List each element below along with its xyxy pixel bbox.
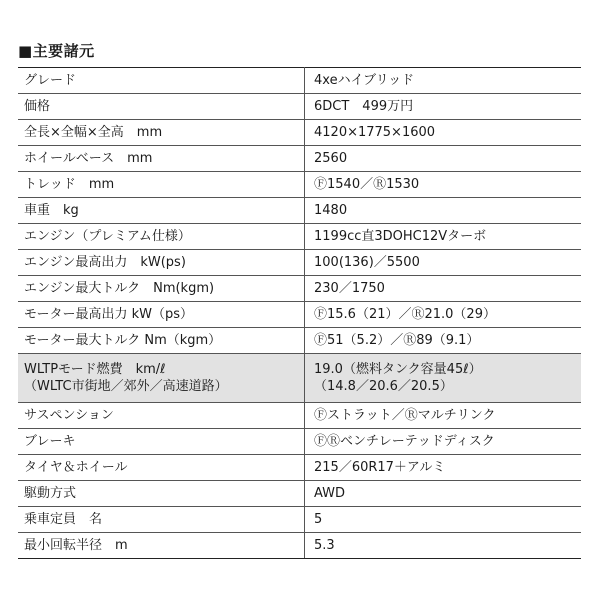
row-value: ⒻⓇベンチレーテッドディスク [305, 429, 582, 455]
row-label-line-2: （WLTC市街地／郊外／高速道路） [24, 379, 228, 394]
row-value: AWD [305, 481, 582, 507]
section-title: ■主要諸元 [18, 42, 95, 60]
row-value: 2560 [305, 146, 582, 172]
table-row [18, 224, 581, 250]
row-label: 価格 [18, 94, 305, 120]
table-row [18, 250, 581, 276]
table-row [18, 403, 581, 429]
row-label: エンジン（プレミアム仕様） [18, 224, 305, 250]
row-label: 駆動方式 [18, 481, 305, 507]
row-label: タイヤ＆ホイール [18, 455, 305, 481]
row-label: 車重 kg [18, 198, 305, 224]
row-value: 6DCT 499万円 [305, 94, 582, 120]
row-value-line-1: 19.0（燃料タンク容量45ℓ） [314, 362, 482, 377]
table-row [18, 507, 581, 533]
table-row [18, 481, 581, 507]
row-label: トレッド mm [18, 172, 305, 198]
row-value: Ⓕ15.6（21）／Ⓡ21.0（29） [305, 302, 582, 328]
row-value: 100(136)／5500 [305, 250, 582, 276]
table-row [18, 172, 581, 198]
row-value: Ⓕ51（5.2）／Ⓡ89（9.1） [305, 328, 582, 354]
table-row [18, 455, 581, 481]
table-row [18, 146, 581, 172]
row-value: Ⓕ1540／Ⓡ1530 [305, 172, 582, 198]
table-row [18, 328, 581, 354]
row-label: モーター最高出力 kW（ps） [18, 302, 305, 328]
row-label: エンジン最大トルク Nm(kgm) [18, 276, 305, 302]
table-row [18, 68, 581, 94]
row-value: 230／1750 [305, 276, 582, 302]
row-value: 215／60R17＋アルミ [305, 455, 582, 481]
row-value: 4120×1775×1600 [305, 120, 582, 146]
table-row [18, 120, 581, 146]
table-row-fuel-economy [18, 354, 581, 403]
table-row [18, 533, 581, 559]
row-label: グレード [18, 68, 305, 94]
row-label-line-1: WLTPモード燃費 km/ℓ [24, 362, 166, 377]
table-row [18, 198, 581, 224]
row-value: 5 [305, 507, 582, 533]
table-row [18, 429, 581, 455]
row-value: 4xeハイブリッド [305, 68, 582, 94]
spec-table [18, 67, 581, 559]
row-label [18, 354, 305, 403]
row-value: 1199cc直3DOHC12Vターボ [305, 224, 582, 250]
row-label: ホイールベース mm [18, 146, 305, 172]
row-label: モーター最大トルク Nm（kgm） [18, 328, 305, 354]
row-label: サスペンション [18, 403, 305, 429]
table-row [18, 94, 581, 120]
row-label: 最小回転半径 m [18, 533, 305, 559]
table-row [18, 302, 581, 328]
row-value: Ⓕストラット／Ⓡマルチリンク [305, 403, 582, 429]
row-label: エンジン最高出力 kW(ps) [18, 250, 305, 276]
table-row [18, 276, 581, 302]
row-label: 乗車定員 名 [18, 507, 305, 533]
row-value-line-2: （14.8／20.6／20.5） [314, 379, 453, 394]
row-value: 5.3 [305, 533, 582, 559]
row-value [305, 354, 582, 403]
row-label: ブレーキ [18, 429, 305, 455]
row-value: 1480 [305, 198, 582, 224]
row-label: 全長×全幅×全高 mm [18, 120, 305, 146]
